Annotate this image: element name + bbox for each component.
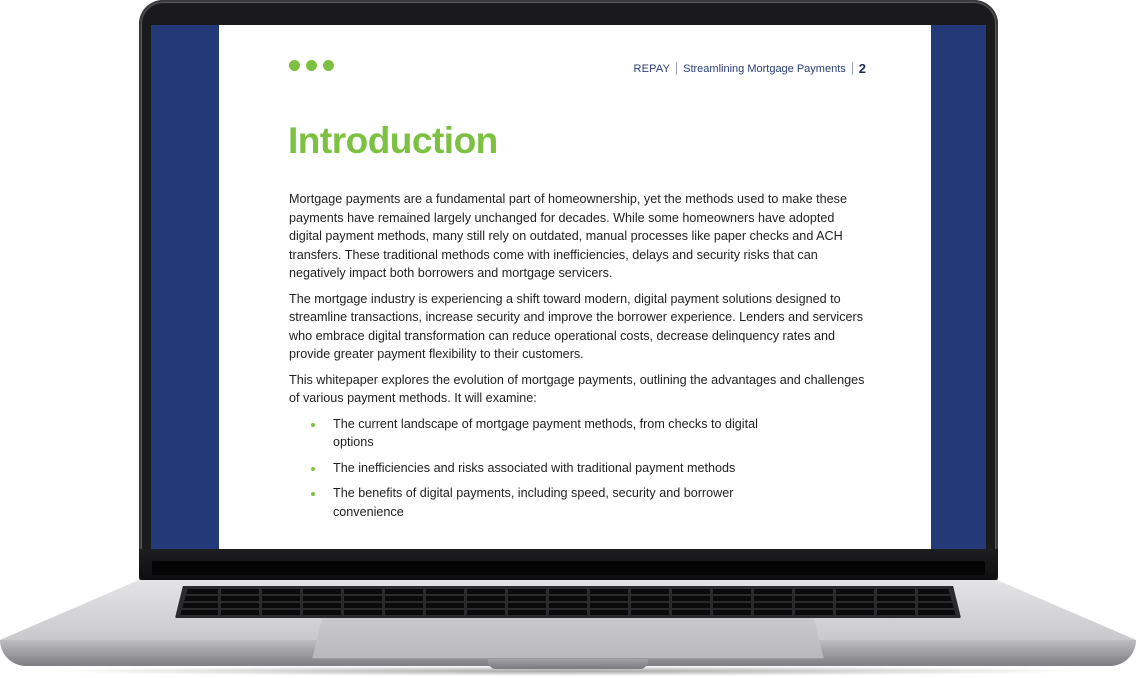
paragraph: Mortgage payments are a fundamental part of homeownership, yet the methods used to make these payments have remained largely unchanged for decades. While some homeowners have adopted digital payment methods, many still rely on outdated, manual processes like paper checks and ACH transfers. These traditional methods come with inefficiencies, delays and security risks that can negatively impact both borrowers and mortgage servicers.	[289, 192, 847, 280]
header-divider	[852, 62, 853, 75]
page-number: 2	[858, 61, 866, 76]
bullet-item: The current landscape of mortgage payment methods, from checks to digital options	[289, 415, 773, 452]
header-doc-title: Streamlining Mortgage Payments	[683, 62, 846, 75]
bullet-item: The inefficiencies and risks associated with traditional payment methods	[289, 459, 773, 478]
decorative-dots	[289, 60, 334, 71]
document-body	[289, 190, 869, 528]
bullet-item: The benefits of digital payments, including speed, security and borrower convenience	[289, 484, 773, 521]
trackpad	[312, 618, 824, 659]
laptop-hinge-gap	[152, 561, 985, 575]
dot-icon	[306, 60, 317, 71]
document-page[interactable]	[219, 25, 931, 549]
paragraph: The mortgage industry is experiencing a shift toward modern, digital payment solutions designed to streamline transactions, increase security and improve the borrower experience. Lenders and servicers who embrace digital transformation can reduce operational costs, decrease delinquency rates and provide greater payment flexibility to their customers.	[289, 291, 863, 361]
dot-icon	[323, 60, 334, 71]
dot-icon	[289, 60, 300, 71]
bullet-list	[289, 415, 869, 522]
laptop-screen	[151, 25, 986, 549]
header-brand: REPAY	[633, 62, 671, 75]
running-header	[633, 61, 866, 76]
header-divider	[676, 62, 677, 75]
keyboard	[180, 589, 956, 616]
page-title: Introduction	[288, 120, 498, 161]
paragraph: This whitepaper explores the evolution of mortgage payments, outlining the advantages and challenges of various payment methods. It will examine:	[289, 372, 865, 405]
lid-notch	[488, 659, 648, 669]
